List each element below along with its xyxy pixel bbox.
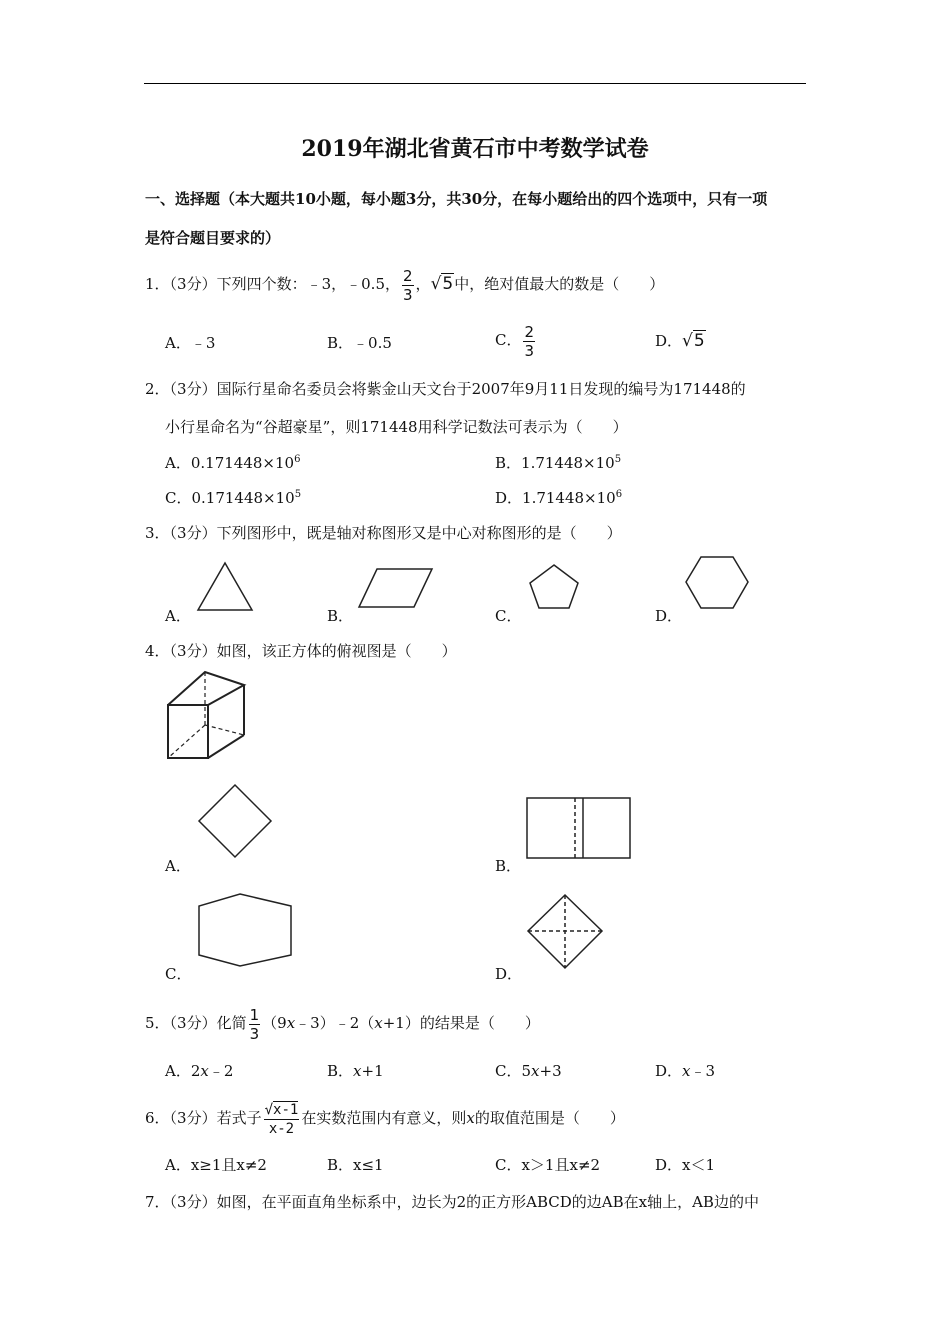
question-2-cont: 小行星命名为“谷超豪星”，则171448用科学记数法可表示为（ ） (165, 418, 628, 436)
q5-opt-d-pre: D． (655, 1062, 683, 1080)
q6-option-a: A．x≥1且x≠2 (165, 1156, 267, 1174)
q5-opt-c-pre: C．5 (495, 1062, 532, 1080)
q4-option-d: D． (495, 965, 523, 983)
q3-option-d: D． (655, 607, 683, 625)
section-heading: 一、选择题（本大题共10小题，每小题3分，共30分，在每小题给出的四个选项中，只有一项 (145, 190, 768, 208)
q4-option-c: C． (165, 965, 192, 983)
q5-opt-b-post: +1 (361, 1062, 384, 1080)
q1-frac-num: 2 (403, 266, 413, 285)
q6-num: √x-1 (264, 1101, 299, 1118)
q6-tail-1: 在实数范围内有意义，则 (301, 1109, 467, 1127)
q5-opt-b-pre: B． (327, 1062, 354, 1080)
q1-option-c-label: C． (495, 331, 522, 349)
q2-option-d-text: D．1.71448×10 (495, 489, 616, 507)
q5-opt-b-x: x (353, 1062, 362, 1080)
q1-sqrt-rad: 5 (442, 274, 454, 294)
question-4: 4．（3分）如图，该正方体的俯视图是（ ） (145, 642, 457, 660)
q5-opt-c-post: +3 (539, 1062, 562, 1080)
section-heading-cont: 是符合题目要求的） (145, 229, 281, 247)
q4-option-a: A． (165, 857, 191, 875)
q3-option-a: A． (165, 607, 191, 625)
q5-lead: 5．（3分）化简 (145, 1014, 247, 1032)
q6-radical-fraction (264, 1101, 300, 1138)
diamond-dashed-figure (528, 895, 602, 968)
q5-opt-a-post: ﹣2 (208, 1062, 234, 1080)
wide-hexagon-figure (199, 894, 291, 966)
cube-figure (168, 672, 244, 758)
q1-frac-den: 3 (403, 285, 413, 304)
q5-var-x1: x (286, 1014, 296, 1032)
q1-option-b: B．﹣0.5 (327, 334, 392, 352)
q5-option-d (655, 1060, 715, 1081)
q1-option-c-num: 2 (524, 322, 535, 341)
question-5 (145, 1005, 540, 1043)
q5-opt-a-x: x (200, 1062, 209, 1080)
q1-comma: ， (415, 275, 431, 293)
q2-option-d-exp: 6 (615, 489, 623, 500)
q1-option-a: A．﹣3 (165, 334, 216, 352)
question-2: 2．（3分）国际行星命名委员会将紫金山天文台于2007年9月11日发现的编号为171448的 (145, 380, 746, 398)
q1-option-d-sqrt: √5 (682, 331, 705, 351)
question-7: 7．（3分）如图，在平面直角坐标系中，边长为2的正方形ABCD的边AB在x轴上，AB边的中 (145, 1193, 759, 1211)
q2-option-b-text: B．1.71448×10 (495, 454, 615, 472)
q3-option-b: B． (327, 607, 354, 625)
q5-tail-1: （9 (262, 1014, 287, 1032)
q5-option-b (327, 1060, 384, 1081)
diamond-figure (199, 785, 271, 857)
page-title: 2019年湖北省黄石市中考数学试卷 (301, 136, 649, 162)
q2-option-c-text: C．0.171448×10 (165, 489, 295, 507)
q6-num-text: x-1 (273, 1101, 299, 1118)
rectangle-split-figure (527, 798, 630, 858)
q6-option-d: D．x＜1 (655, 1156, 716, 1174)
q5-option-c (495, 1060, 562, 1081)
q5-opt-d-post: ﹣3 (690, 1062, 716, 1080)
q4-option-b: B． (495, 857, 522, 875)
q2-option-a-exp: 6 (294, 454, 301, 465)
q1-lead: 1．（3分）下列四个数：﹣3，﹣0.5， (145, 275, 400, 293)
q5-frac-num: 1 (249, 1005, 260, 1024)
question-3: 3．（3分）下列图形中，既是轴对称图形又是中心对称图形的是（ ） (145, 524, 622, 542)
q2-option-b-exp: 5 (614, 454, 622, 465)
q6-option-b: B．x≤1 (327, 1156, 384, 1174)
q1-sqrt: √5 (430, 274, 454, 294)
q1-option-d-rad: 5 (693, 331, 705, 351)
q1-option-c-den: 3 (524, 341, 535, 360)
q6-var-x: x (466, 1109, 475, 1127)
q3-option-c: C． (495, 607, 522, 625)
q1-option-d-label: D． (655, 332, 683, 350)
q6-option-c: C．x＞1且x≠2 (495, 1156, 601, 1174)
q5-fraction (249, 1006, 261, 1043)
q5-tail-3: +1）的结果是（ ） (382, 1014, 540, 1032)
q5-frac-den: 3 (249, 1024, 260, 1043)
q6-tail-2: 的取值范围是（ ） (474, 1109, 625, 1127)
q5-tail-2: ﹣3）﹣2（ (295, 1014, 375, 1032)
q1-tail: 中，绝对值最大的数是（ ） (454, 275, 665, 293)
q5-option-a (165, 1060, 233, 1081)
question-6 (145, 1098, 625, 1138)
q5-opt-c-x: x (531, 1062, 540, 1080)
q5-var-x2: x (374, 1014, 383, 1032)
q2-option-a-text: A．0.171448×10 (165, 454, 295, 472)
q6-lead: 6．（3分）若式子 (145, 1109, 262, 1127)
q6-den: x-2 (268, 1120, 295, 1137)
q5-opt-d-x: x (682, 1062, 691, 1080)
q5-opt-a-pre: A．2 (165, 1062, 201, 1080)
q2-option-c-exp: 5 (294, 489, 302, 500)
